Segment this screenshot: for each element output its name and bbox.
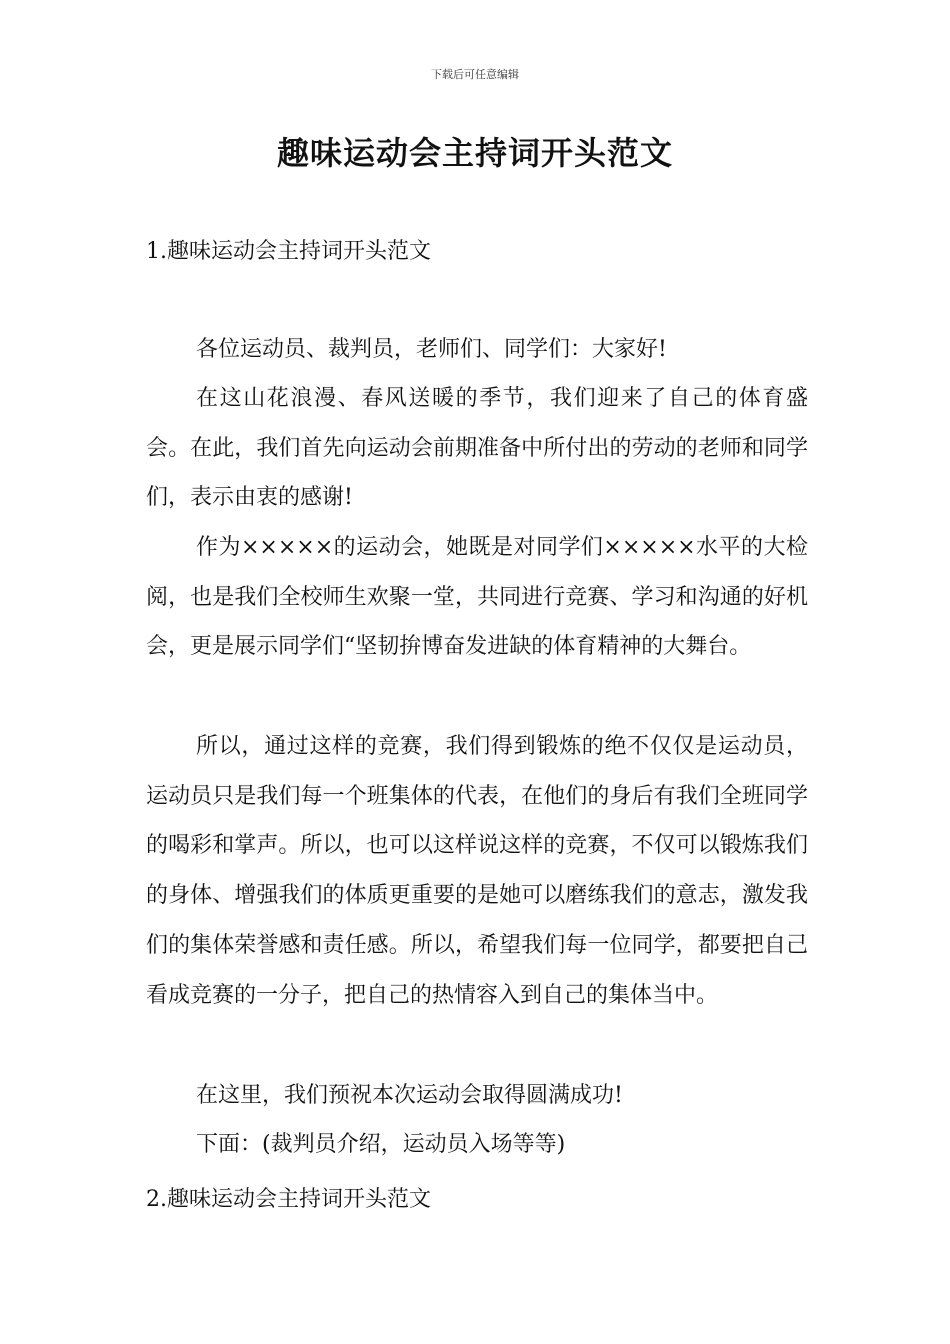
document-title: 趣味运动会主持词开头范文 xyxy=(276,134,673,172)
section-heading-1: 1.趣味运动会主持词开头范文 xyxy=(146,239,431,264)
paragraph-intro: 在这山花浪漫、春风送暖的季节，我们迎来了自己的体育盛会。在此，我们首先向运动会前期准备中所付出的劳动的老师和同学们，表示由衷的感谢! xyxy=(146,386,808,511)
header-note: 下载后可任意编辑 xyxy=(431,68,519,81)
section-heading-2: 2.趣味运动会主持词开头范文 xyxy=(146,1187,431,1212)
paragraph-purpose: 作为×××××的运动会，她既是对同学们×××××水平的大检阅，也是我们全校师生欢聚一堂，共同进行竞赛、学习和沟通的好机会，更是展示同学们“坚韧拚博奋发进缺的体育精神的大舞台。 xyxy=(146,535,808,660)
paragraph-greeting: 各位运动员、裁判员，老师们、同学们：大家好! xyxy=(196,337,667,362)
paragraph-next: 下面：(裁判员介绍，运动员入场等等) xyxy=(196,1132,566,1157)
paragraph-wishes: 在这里，我们预祝本次运动会取得圆满成功! xyxy=(196,1083,623,1108)
paragraph-significance: 所以，通过这样的竞赛，我们得到锻炼的绝不仅仅是运动员，运动员只是我们每一个班集体的代表，在他们的身后有我们全班同学的喝彩和掌声。所以，也可以这样说这样的竞赛，不仅可以锻炼我们的身体、增强我们的体质更重要的是她可以磨练我们的意志，激发我们的集体荣誉感和责任感。所以，希望我们每一位同学，都要把自己看成竞赛的一分子，把自己的热情容入到自己的集体当中。 xyxy=(146,734,808,1008)
